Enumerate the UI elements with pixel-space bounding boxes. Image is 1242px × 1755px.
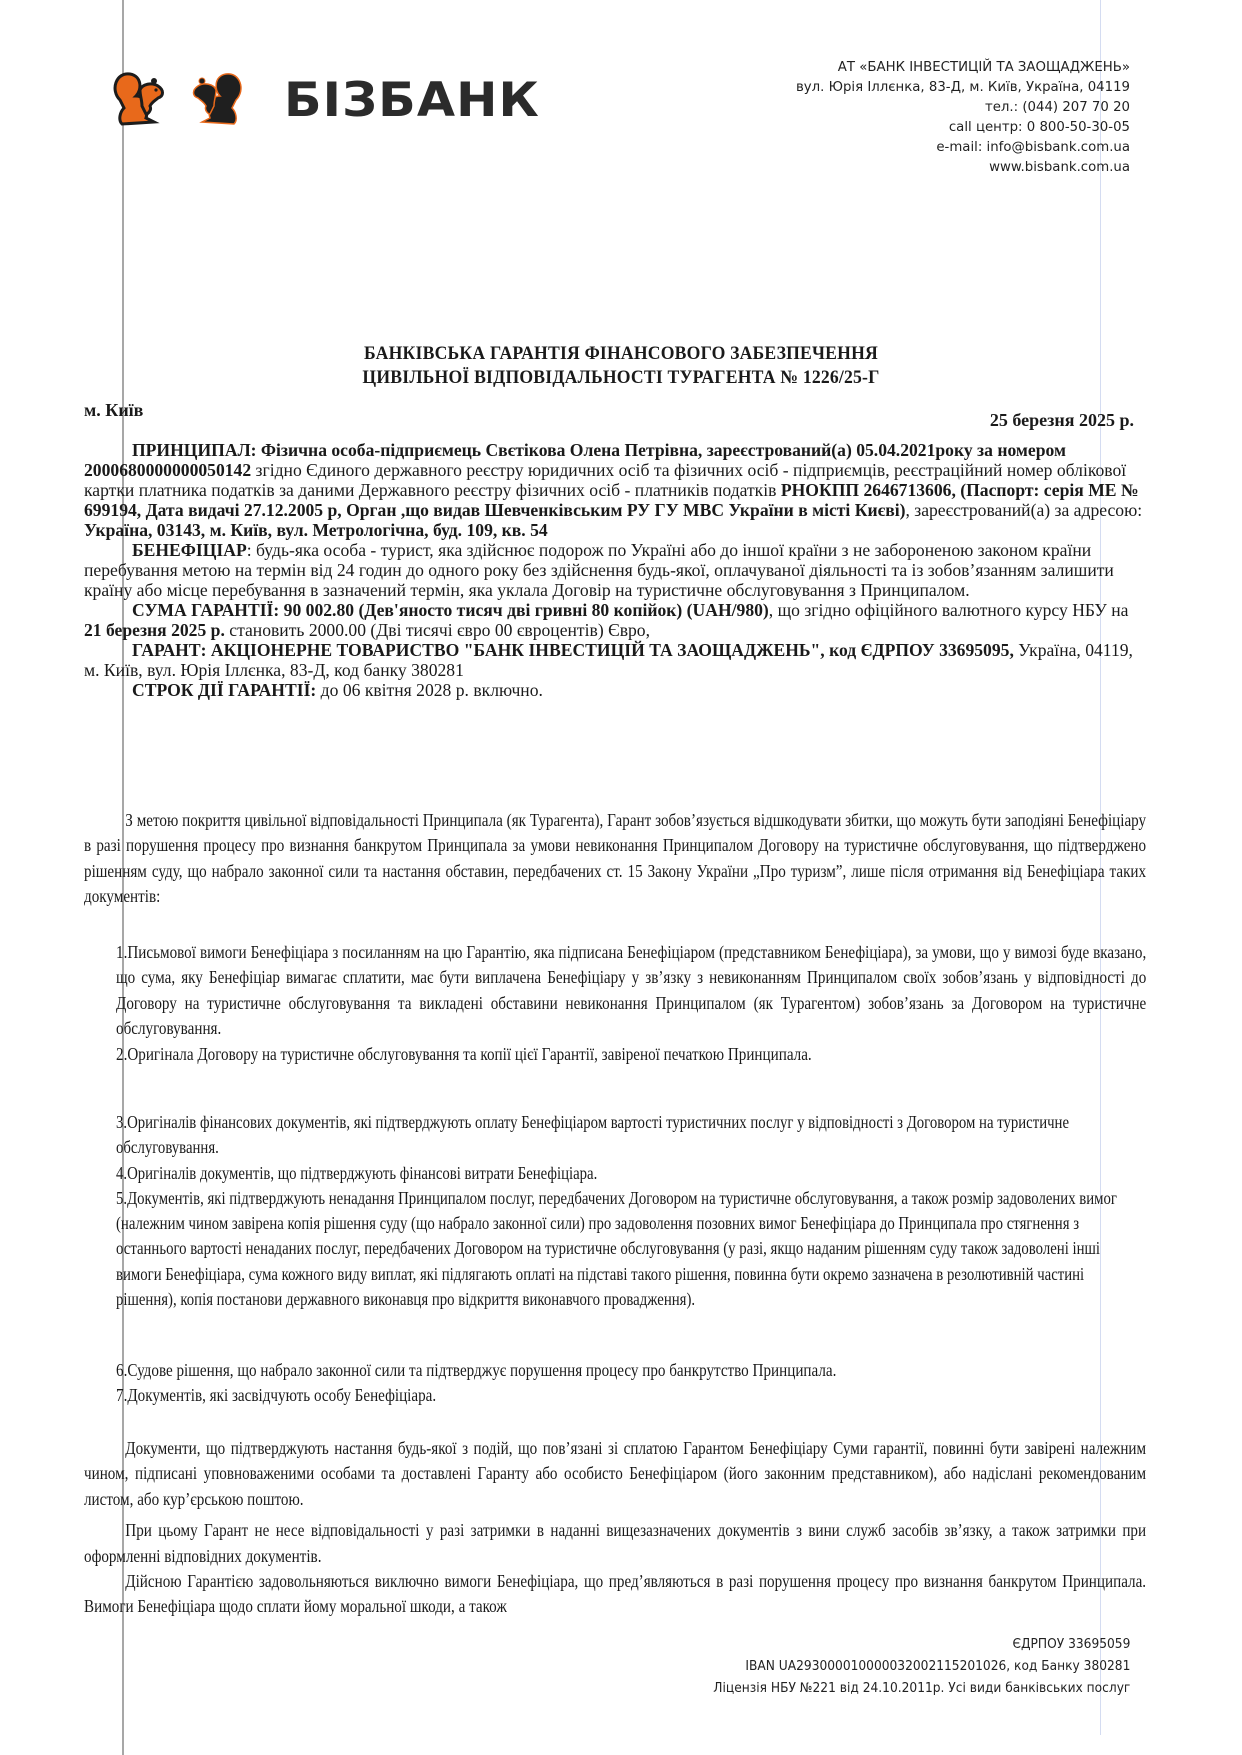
principal-address: Україна, 03143, м. Київ, вул. Метрологічна, буд. 109, кв. 54 — [84, 520, 548, 540]
amount-paragraph — [84, 600, 1146, 640]
bank-requisites-footer — [713, 1634, 1130, 1700]
amount-text: , що згідно офіційного валютного курсу НБУ на — [768, 600, 1129, 620]
intro-paragraph: З метою покриття цивільної відповідальності Принципала (як Турагента), Гарант зобов’язується відшкодувати збитки, що можуть бути заподіяні Бенефіціару в разі порушення процесу про визнання банкрутом Принципала за умови невиконання Принципалом Договору на туристичне обслуговування, що підтверджено рішенням суду, що набрало законної сили та настання обставин, передбачених ст. 15 Закону України „Про туризм”, лише після отримання від Бенефіціара таких документів: — [84, 810, 1147, 907]
footer-iban: IBAN UA293000010000032002115201026, код Банку 380281 — [745, 1659, 1130, 1674]
amount-label: СУМА ГАРАНТІЇ: — [132, 600, 280, 620]
bank-call-center: call центр: 0 800-50-30-05 — [948, 120, 1130, 135]
guarantee-parties — [84, 440, 1146, 700]
documents-delivery-paragraph: Документи, що підтверджують настання будь-якої з подій, що пов’язані зі сплатою Гарантом Бенефіціару Суми гарантії, повинні бути завірені належним чином, підписані уповноваженими особами та доставлені Гаранту або особисто Бенефіціаром (його законним представником), або надіслані рекомендованим листом, або кур’єрською поштою. — [84, 1438, 1147, 1509]
list-item: 5.Документів, які підтверджують ненадання Принципалом послуг, передбачених Договором на туристичне обслуговування, а також розмір задоволених вимог (належним чином завірена копія рішення суду (що набрало законної сили) про задоволення позовних вимог Бенефіціара до Принципала про стягнення з останнього вартості ненаданих послуг, передбачених Договором на туристичне обслуговування (у разі, якщо наданим рішенням суду також задоволені інші вимоги Бенефіціара, сума кожного виду виплат, які підлягають оплаті на підставі такого рішення, повинна бути окремо зазначена в резолютивній частині рішення), копія постанови державного виконавця про відкриття виконавчого провадження). — [116, 1187, 1117, 1310]
validity-paragraph: Дійсною Гарантією задовольняються виключно вимоги Бенефіціара, що пред’являються в разі порушення процесу про визнання банкрутом Принципала. Вимоги Бенефіціара щодо сплати йому моральної шкоди, а також — [84, 1571, 1147, 1617]
list-item: 3.Оригіналів фінансових документів, які підтверджують оплату Бенефіціаром вартості туристичних послуг у відповідності з Договором на туристичне обслуговування. — [116, 1112, 1070, 1158]
list-item: 7.Документів, які засвідчують особу Бенефіціара. — [116, 1385, 437, 1406]
bank-logo — [112, 66, 540, 130]
principal-text: згідно Єдиного державного реєстру юридичних осіб та фізичних осіб - підприємців, реєстраційний номер облікової картки платника податків за даними Державного реєстру фізичних осіб - платників податків — [84, 460, 1127, 500]
footer-edrpou: ЄДРПОУ 33695059 — [1012, 1637, 1130, 1652]
bank-address: вул. Юрія Іллєнка, 83-Д, м. Київ, Україна, 04119 — [795, 80, 1130, 95]
closing-block — [84, 1436, 1146, 1620]
amount-value: 90 002.80 (Дев'яносто тисяч дві гривні 80 копійок) (UAH/980) — [279, 600, 769, 620]
list-item: 4.Оригіналів документів, що підтверджують фінансові витрати Бенефіціара. — [116, 1162, 598, 1183]
term-label: СТРОК ДІЇ ГАРАНТІЇ: — [132, 680, 317, 700]
amount-eur: становить 2000.00 (Дві тисячі євро 00 євроцентів) Євро, — [224, 620, 650, 640]
term-value: до 06 квітня 2028 р. включно. — [316, 680, 543, 700]
documents-list-c — [116, 1358, 1146, 1409]
guarantor-paragraph — [84, 640, 1146, 680]
intro-block — [84, 808, 1146, 910]
beneficiary-text: : будь-яка особа - турист, яка здійснює подорож по Україні або до іншої країни з не забороненою законом країни перебування метою на термін від 24 годин до одного року без здійснення будь-якої, оплачуваної діяльності та із зобов’язанням залишити країну або місце перебування в зазначений термін, яка уклала Договір на туристичне обслуговування з Принципалом. — [84, 540, 1114, 600]
documents-list-b — [116, 1110, 1141, 1312]
document-title-line2: ЦИВІЛЬНОЇ ВІДПОВІДАЛЬНОСТІ ТУРАГЕНТА № 1226/25-Г — [362, 367, 880, 388]
guarantor-label: ГАРАНТ: АКЦІОНЕРНЕ ТОВАРИСТВО "БАНК ІНВЕСТИЦІЙ ТА ЗАОЩАДЖЕНЬ", код ЄДРПОУ 33695095, — [132, 640, 1014, 660]
list-item: 2.Оригінала Договору на туристичне обслуговування та копії цієї Гарантії, завіреної печаткою Принципала. — [116, 1043, 812, 1064]
document-title — [43, 342, 1198, 390]
principal-text2: , зареєстрований(а) за адресою: — [905, 500, 1143, 520]
beneficiary-label: БЕНЕФІЦІАР — [132, 540, 247, 560]
principal-ids: РНОКПП 2646713606, (Паспорт: серія МЕ № 699194, Дата видачі 27.12.2005 р, Орган ,що видав Шевченківським РУ ГУ МВС України в місті Києві) — [84, 480, 1139, 520]
list-item: 1.Письмової вимоги Бенефіціара з посиланням на цю Гарантію, яка підписана Бенефіціаром (представником Бенефіціара), за умови, що у вимозі буде вказано, що сума, яку Бенефіціар вимагає сплатити, має бути виплачена Бенефіціару у зв’язку з невиконанням Принципалом своїх зобов’язань у відповідності до Договору на туристичне обслуговування та викладені обставини невиконання Принципалом (як Турагентом) зобов’язань за Договором на туристичне обслуговування. — [116, 942, 1147, 1039]
list-item: 6.Судове рішення, що набрало законної сили та підтверджує порушення процесу про банкрутство Принципала. — [116, 1360, 837, 1380]
bank-name: АТ «БАНК ІНВЕСТИЦІЙ ТА ЗАОЩАДЖЕНЬ» — [837, 60, 1130, 75]
term-paragraph — [84, 680, 1146, 700]
liability-paragraph: При цьому Гарант не несе відповідальності у разі затримки в наданні вищезазначених документів з вини служб засобів зв’язку, а також затримки при оформленні відповідних документів. — [84, 1520, 1147, 1566]
document-title-line1: БАНКІВСЬКА ГАРАНТІЯ ФІНАНСОВОГО ЗАБЕЗПЕЧЕННЯ — [364, 343, 878, 364]
principal-name: Фізична особа-підприємець Свєтікова Олена Петрівна, зареєстрований(а) 05.04.2021року за номером 2000680000000050142 — [84, 440, 1066, 480]
footer-license: Ліцензія НБУ №221 від 24.10.2011р. Усі види банківських послуг — [712, 1681, 1130, 1696]
principal-paragraph — [84, 440, 1146, 540]
bank-phone: тел.: (044) 207 70 20 — [984, 100, 1130, 115]
beneficiary-paragraph — [84, 540, 1146, 600]
principal-label: ПРИНЦИПАЛ: — [132, 440, 257, 460]
logo-wordmark: БІЗБАНК — [284, 72, 540, 128]
documents-list-a — [116, 940, 1146, 1067]
squirrel-icon — [112, 66, 262, 130]
bank-website: www.bisbank.com.ua — [989, 160, 1130, 175]
document-city: м. Київ — [84, 400, 144, 420]
amount-rate-date: 21 березня 2025 р. — [84, 620, 225, 640]
document-date: 25 березня 2025 р. — [989, 410, 1134, 430]
bank-contact-block — [796, 58, 1130, 178]
guarantor-address: Україна, 04119, м. Київ, вул. Юрія Іллєнка, 83-Д, код банку 380281 — [84, 640, 1133, 680]
bank-email: e-mail: info@bisbank.com.ua — [936, 140, 1130, 155]
